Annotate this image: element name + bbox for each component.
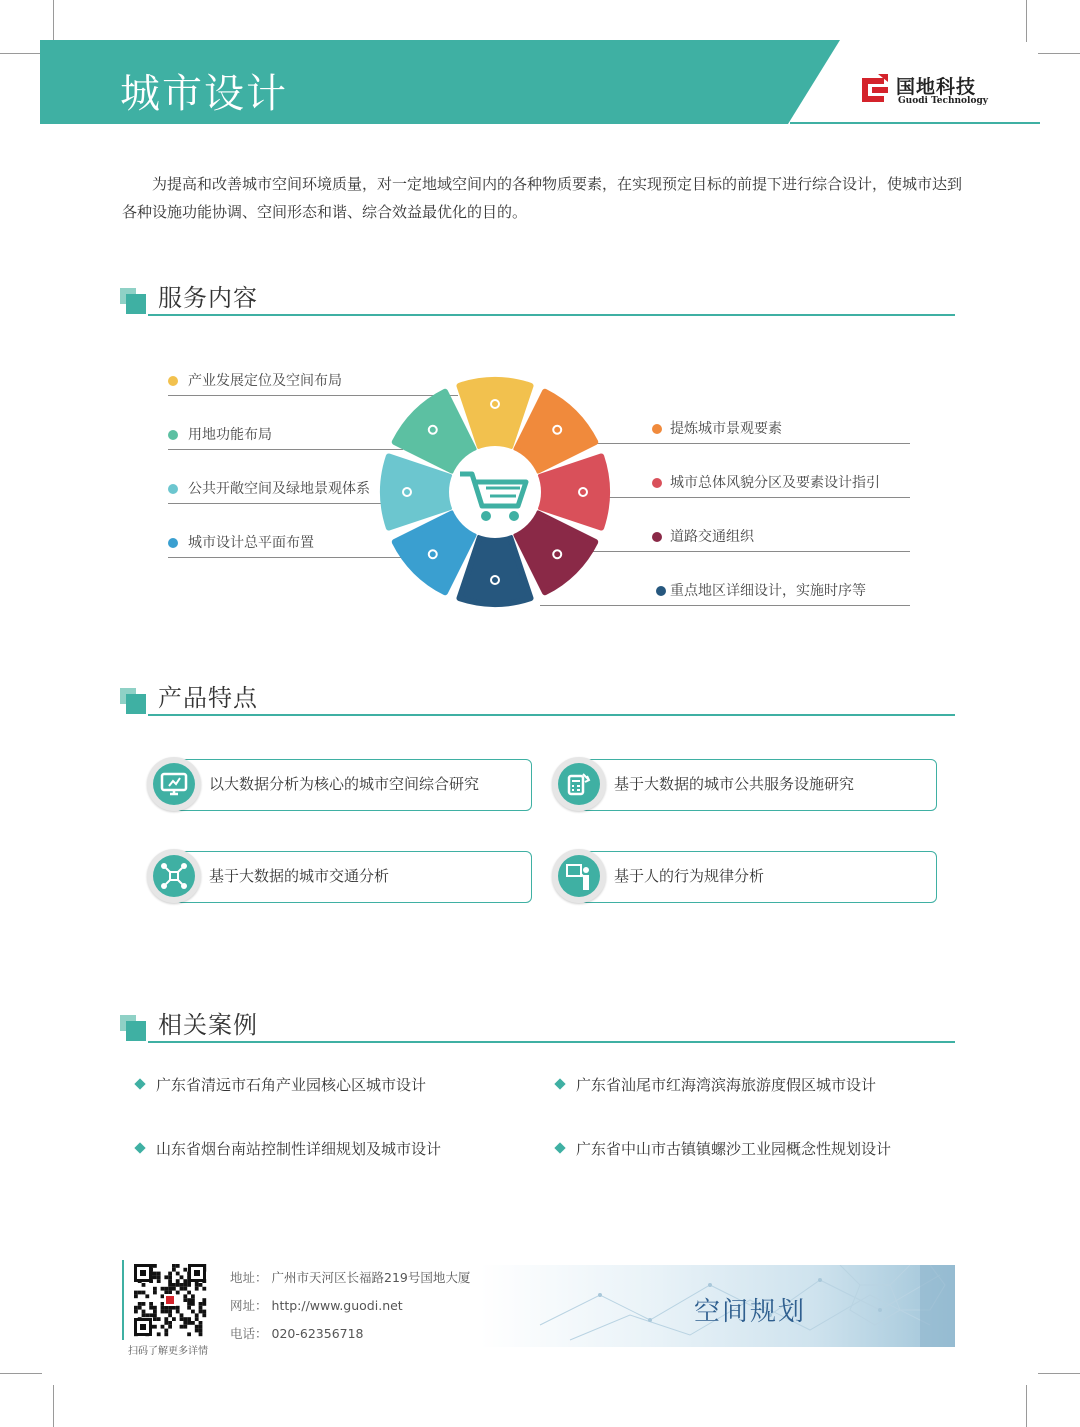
bullet-dot <box>168 430 178 440</box>
petal-orange <box>516 392 595 471</box>
wheel-center <box>449 446 541 538</box>
website-link[interactable]: http://www.guodi.net <box>271 1298 403 1313</box>
case-item: 广东省中山市古镇镇螺沙工业园概念性规划设计 <box>556 1138 891 1159</box>
page-title: 城市设计 <box>120 71 288 117</box>
qr-code[interactable] <box>132 1262 208 1338</box>
service-item: 提炼城市景观要素 <box>580 416 910 446</box>
service-item: 城市设计总平面布置 <box>168 530 413 560</box>
crop-mark <box>1026 0 1027 42</box>
feature-card: 基于大数据的城市交通分析 <box>147 851 532 903</box>
bullet-dot <box>168 484 178 494</box>
diamond-bullet-icon <box>134 1078 145 1089</box>
service-wheel-diagram <box>370 372 620 612</box>
section-header-cases <box>120 1003 955 1043</box>
section-title: 服务内容 <box>158 284 258 312</box>
footer-accent-bar <box>122 1260 124 1340</box>
petal-green <box>395 392 474 471</box>
bullet-dot <box>652 478 662 488</box>
qr-caption: 扫码了解更多详情 <box>128 1346 208 1357</box>
bullet-dot <box>652 424 662 434</box>
petal-maroon <box>516 513 595 592</box>
case-item: 山东省烟台南站控制性详细规划及城市设计 <box>136 1138 441 1159</box>
person-presenting-icon <box>563 860 595 892</box>
computer-screen-icon <box>158 768 190 800</box>
crop-mark <box>0 53 42 54</box>
service-item: 道路交通组织 <box>588 524 910 554</box>
bullet-dot <box>652 532 662 542</box>
crop-mark <box>53 1385 54 1427</box>
section-title: 相关案例 <box>158 1011 258 1039</box>
section-title: 产品特点 <box>158 684 258 712</box>
feature-card: 基于人的行为规律分析 <box>552 851 937 903</box>
feature-card: 基于大数据的城市公共服务设施研究 <box>552 759 937 811</box>
intro-paragraph: 为提高和改善城市空间环境质量，对一定地域空间内的各种物质要素，在实现预定目标的前提下进行综合设计，使城市达到各种设施功能协调、空间形态和谐、综合效益最优化的目的。 <box>122 175 963 221</box>
service-item: 重点地区详细设计，实施时序等 <box>540 578 910 608</box>
diamond-bullet-icon <box>134 1142 145 1153</box>
diamond-bullet-icon <box>554 1142 565 1153</box>
address-line: 地址： 广州市天河区长福路219号国地大厦 <box>230 1270 471 1285</box>
header-line <box>790 122 1040 124</box>
service-item: 城市总体风貌分区及要素设计指引 <box>600 470 910 500</box>
logo-mark-icon <box>858 72 892 108</box>
bullet-dot <box>656 586 666 596</box>
company-logo <box>858 70 988 110</box>
phone-line: 电话： 020-62356718 <box>230 1326 364 1341</box>
banner-title: 空间规划 <box>694 1297 807 1327</box>
crop-mark <box>0 1373 42 1374</box>
crop-mark <box>1026 1385 1027 1427</box>
feature-card: 以大数据分析为核心的城市空间综合研究 <box>147 759 532 811</box>
case-item: 广东省汕尾市红海湾滨海旅游度假区城市设计 <box>556 1074 876 1095</box>
calculator-data-icon <box>563 768 595 800</box>
logo-text-cn: 国地科技 <box>896 76 977 98</box>
footer-banner <box>480 1265 955 1347</box>
service-item: 产业发展定位及空间布局 <box>168 368 458 398</box>
case-item: 广东省清远市石角产业园核心区城市设计 <box>136 1074 426 1095</box>
section-header-features <box>120 676 955 716</box>
bullet-dot <box>168 538 178 548</box>
diamond-bullet-icon <box>554 1078 565 1089</box>
website-line: 网址： http://www.guodi.net <box>230 1298 403 1313</box>
bullet-dot <box>168 376 178 386</box>
crop-mark <box>1038 1373 1080 1374</box>
logo-text-en: Guodi Technology <box>898 96 988 106</box>
network-nodes-icon <box>158 860 190 892</box>
crop-mark <box>1038 53 1080 54</box>
section-header-services <box>120 276 955 316</box>
petal-blue <box>395 513 474 592</box>
crop-mark <box>53 0 54 42</box>
service-item: 用地功能布局 <box>168 422 403 452</box>
service-item: 公共开敞空间及绿地景观体系 <box>168 476 390 506</box>
